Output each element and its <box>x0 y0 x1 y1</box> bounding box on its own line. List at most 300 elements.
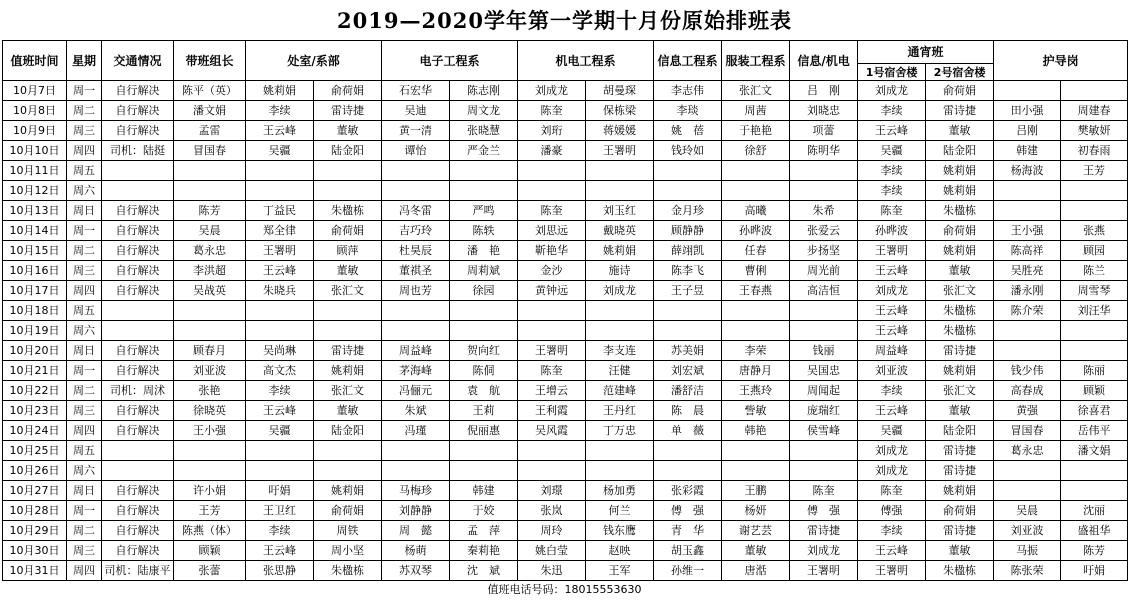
cell-electronics-1 <box>382 461 450 481</box>
cell-dorm1: 陈奎 <box>858 201 926 221</box>
cell-electronics-2: 韩建 <box>450 481 518 501</box>
cell-mechatronics-2: 保栋梁 <box>586 101 654 121</box>
cell-leader: 张蕾 <box>174 561 246 581</box>
cell-garment: 谢艺芸 <box>722 521 790 541</box>
header-guard: 护导岗 <box>994 41 1128 81</box>
cell-dorm1: 刘成龙 <box>858 81 926 101</box>
cell-guard-1: 田小强 <box>994 101 1061 121</box>
cell-guard-1 <box>994 341 1061 361</box>
cell-info-mech <box>790 181 858 201</box>
cell-date: 10月12日 <box>3 181 67 201</box>
cell-office-1: 王云峰 <box>246 401 314 421</box>
cell-guard-2: 初春雨 <box>1061 141 1128 161</box>
cell-guard-1: 潘永刚 <box>994 281 1061 301</box>
cell-electronics-1 <box>382 441 450 461</box>
cell-electronics-1: 冯瑾 <box>382 421 450 441</box>
cell-office-2: 张汇文 <box>314 381 382 401</box>
cell-weekday: 周四 <box>67 281 102 301</box>
cell-office-1: 李续 <box>246 521 314 541</box>
cell-leader: 葛永忠 <box>174 241 246 261</box>
cell-guard-1: 杨海波 <box>994 161 1061 181</box>
table-row <box>3 501 1128 521</box>
cell-electronics-2: 周文龙 <box>450 101 518 121</box>
cell-transport: 自行解决 <box>102 521 174 541</box>
cell-leader: 顾春月 <box>174 341 246 361</box>
cell-date: 10月23日 <box>3 401 67 421</box>
cell-dorm1: 陈奎 <box>858 481 926 501</box>
cell-office-1: 王云峰 <box>246 121 314 141</box>
cell-guard-1: 高春成 <box>994 381 1061 401</box>
cell-garment <box>722 301 790 321</box>
cell-office-2: 周小坚 <box>314 541 382 561</box>
cell-electronics-2: 王莉 <box>450 401 518 421</box>
cell-guard-1: 陈高祥 <box>994 241 1061 261</box>
cell-dorm1: 吴疆 <box>858 421 926 441</box>
cell-guard-2: 张燕 <box>1061 221 1128 241</box>
cell-office-2: 董敏 <box>314 401 382 421</box>
cell-office-2: 朱楹栋 <box>314 201 382 221</box>
cell-guard-2 <box>1061 341 1128 361</box>
cell-mechatronics-2 <box>586 461 654 481</box>
cell-office-1: 朱晓兵 <box>246 281 314 301</box>
cell-office-1 <box>246 161 314 181</box>
cell-garment: 唐静月 <box>722 361 790 381</box>
cell-leader: 吴战英 <box>174 281 246 301</box>
cell-dorm2: 董敏 <box>926 261 994 281</box>
cell-date: 10月22日 <box>3 381 67 401</box>
cell-electronics-2: 秦莉艳 <box>450 541 518 561</box>
cell-garment: 董敏 <box>722 541 790 561</box>
cell-guard-1 <box>994 321 1061 341</box>
cell-info-mech: 刘成龙 <box>790 541 858 561</box>
cell-dorm1: 李续 <box>858 161 926 181</box>
cell-electronics-2: 严鸣 <box>450 201 518 221</box>
cell-electronics-1: 周益峰 <box>382 341 450 361</box>
cell-weekday: 周二 <box>67 101 102 121</box>
table-row <box>3 321 1128 341</box>
cell-office-1 <box>246 321 314 341</box>
cell-info: 薛翊凯 <box>654 241 722 261</box>
cell-garment: 王燕玲 <box>722 381 790 401</box>
table-row <box>3 481 1128 501</box>
cell-garment: 徐舒 <box>722 141 790 161</box>
cell-electronics-2 <box>450 301 518 321</box>
cell-leader <box>174 181 246 201</box>
cell-office-1: 姚莉娟 <box>246 81 314 101</box>
cell-electronics-2: 袁 航 <box>450 381 518 401</box>
cell-weekday: 周一 <box>67 361 102 381</box>
table-row <box>3 181 1128 201</box>
cell-guard-1 <box>994 81 1061 101</box>
cell-info: 青 华 <box>654 521 722 541</box>
cell-info-mech: 周闻起 <box>790 381 858 401</box>
cell-guard-2 <box>1061 81 1128 101</box>
cell-weekday: 周三 <box>67 261 102 281</box>
cell-guard-1: 刘亚波 <box>994 521 1061 541</box>
cell-garment: 于艳艳 <box>722 121 790 141</box>
cell-office-1: 王署明 <box>246 241 314 261</box>
cell-office-2: 雷诗捷 <box>314 101 382 121</box>
cell-weekday: 周六 <box>67 321 102 341</box>
table-row <box>3 201 1128 221</box>
cell-dorm1: 王云峰 <box>858 541 926 561</box>
table-row <box>3 101 1128 121</box>
cell-date: 10月30日 <box>3 541 67 561</box>
cell-guard-2 <box>1061 321 1128 341</box>
cell-electronics-2: 倪丽惠 <box>450 421 518 441</box>
cell-mechatronics-1: 刘珩 <box>518 121 586 141</box>
cell-info: 顾静静 <box>654 221 722 241</box>
cell-leader: 刘亚波 <box>174 361 246 381</box>
cell-electronics-1: 谭怡 <box>382 141 450 161</box>
cell-electronics-2: 潘 艳 <box>450 241 518 261</box>
cell-info-mech: 傅 强 <box>790 501 858 521</box>
cell-mechatronics-1 <box>518 181 586 201</box>
cell-office-2: 顾萍 <box>314 241 382 261</box>
cell-mechatronics-2: 何兰 <box>586 501 654 521</box>
cell-dorm1: 刘亚波 <box>858 361 926 381</box>
cell-electronics-1: 茅海峰 <box>382 361 450 381</box>
cell-dorm1: 吴疆 <box>858 141 926 161</box>
cell-mechatronics-1 <box>518 461 586 481</box>
cell-leader <box>174 301 246 321</box>
table-row <box>3 141 1128 161</box>
table-row <box>3 541 1128 561</box>
cell-guard-2: 樊敏妍 <box>1061 121 1128 141</box>
cell-dorm2: 俞荷娟 <box>926 501 994 521</box>
cell-info: 李琰 <box>654 101 722 121</box>
cell-info: 金月珍 <box>654 201 722 221</box>
cell-electronics-1: 苏双琴 <box>382 561 450 581</box>
cell-guard-2: 潘文娟 <box>1061 441 1128 461</box>
cell-dorm2: 陆金阳 <box>926 141 994 161</box>
table-row <box>3 441 1128 461</box>
cell-date: 10月25日 <box>3 441 67 461</box>
cell-dorm2: 董敏 <box>926 121 994 141</box>
cell-info-mech: 陈奎 <box>790 481 858 501</box>
cell-leader <box>174 161 246 181</box>
cell-info-mech: 项蕾 <box>790 121 858 141</box>
cell-transport <box>102 161 174 181</box>
cell-guard-2: 周雪琴 <box>1061 281 1128 301</box>
cell-mechatronics-1 <box>518 321 586 341</box>
cell-leader: 陈芳 <box>174 201 246 221</box>
cell-electronics-1: 周 懿 <box>382 521 450 541</box>
cell-guard-2: 陈丽 <box>1061 361 1128 381</box>
cell-electronics-2: 张晓慧 <box>450 121 518 141</box>
cell-dorm2: 俞荷娟 <box>926 81 994 101</box>
cell-office-1: 王云峰 <box>246 541 314 561</box>
cell-weekday: 周一 <box>67 501 102 521</box>
cell-date: 10月16日 <box>3 261 67 281</box>
cell-date: 10月13日 <box>3 201 67 221</box>
cell-leader <box>174 321 246 341</box>
cell-info-mech: 庞瑞红 <box>790 401 858 421</box>
cell-info: 单 薇 <box>654 421 722 441</box>
cell-transport <box>102 301 174 321</box>
cell-guard-2: 盛祖华 <box>1061 521 1128 541</box>
cell-guard-2: 陈兰 <box>1061 261 1128 281</box>
cell-guard-2: 顾园 <box>1061 241 1128 261</box>
cell-mechatronics-1: 王署明 <box>518 341 586 361</box>
table-row <box>3 361 1128 381</box>
cell-mechatronics-1: 金沙 <box>518 261 586 281</box>
cell-mechatronics-2: 杨加勇 <box>586 481 654 501</box>
cell-electronics-1: 杨萌 <box>382 541 450 561</box>
cell-office-1 <box>246 461 314 481</box>
page-title: 2019—2020学年第一学期十月份原始排班表 <box>337 8 792 33</box>
header-dorm1: 1号宿舍楼 <box>858 64 926 81</box>
header-dorm2: 2号宿舍楼 <box>926 64 994 81</box>
cell-mechatronics-2: 范建峰 <box>586 381 654 401</box>
cell-electronics-2 <box>450 161 518 181</box>
cell-transport <box>102 321 174 341</box>
cell-dorm2: 姚莉娟 <box>926 481 994 501</box>
cell-mechatronics-2: 蒋媛媛 <box>586 121 654 141</box>
cell-mechatronics-2: 王署明 <box>586 141 654 161</box>
cell-transport: 自行解决 <box>102 121 174 141</box>
header-info-mech: 信息/机电 <box>790 41 858 81</box>
cell-electronics-1: 马梅珍 <box>382 481 450 501</box>
cell-transport: 自行解决 <box>102 481 174 501</box>
cell-electronics-1 <box>382 161 450 181</box>
cell-info-mech: 张爱云 <box>790 221 858 241</box>
cell-date: 10月18日 <box>3 301 67 321</box>
cell-dorm1: 王云峰 <box>858 321 926 341</box>
cell-weekday: 周日 <box>67 481 102 501</box>
cell-transport: 自行解决 <box>102 241 174 261</box>
cell-garment <box>722 321 790 341</box>
cell-mechatronics-1: 陈奎 <box>518 201 586 221</box>
cell-transport: 自行解决 <box>102 541 174 561</box>
cell-weekday: 周二 <box>67 381 102 401</box>
cell-garment: 王鹏 <box>722 481 790 501</box>
cell-transport: 自行解决 <box>102 401 174 421</box>
cell-office-2: 雷诗捷 <box>314 341 382 361</box>
cell-guard-1 <box>994 201 1061 221</box>
cell-transport <box>102 461 174 481</box>
cell-guard-2: 岳伟平 <box>1061 421 1128 441</box>
cell-electronics-1: 吉巧玲 <box>382 221 450 241</box>
cell-office-1: 李续 <box>246 381 314 401</box>
table-row <box>3 261 1128 281</box>
cell-guard-1: 葛永忠 <box>994 441 1061 461</box>
cell-leader: 陈燕（体） <box>174 521 246 541</box>
cell-leader: 李洪超 <box>174 261 246 281</box>
duty-phone-footer: 值班电话号码：18015553630 <box>487 583 642 596</box>
cell-office-2: 俞荷娟 <box>314 221 382 241</box>
cell-garment: 唐湉 <box>722 561 790 581</box>
cell-office-2: 董敏 <box>314 261 382 281</box>
cell-dorm2: 姚莉娟 <box>926 161 994 181</box>
cell-electronics-2: 陈轶 <box>450 221 518 241</box>
cell-info-mech: 钱丽 <box>790 341 858 361</box>
cell-date: 10月24日 <box>3 421 67 441</box>
cell-garment: 王春燕 <box>722 281 790 301</box>
cell-dorm2: 俞荷娟 <box>926 221 994 241</box>
cell-weekday: 周六 <box>67 461 102 481</box>
cell-office-2: 朱楹栋 <box>314 561 382 581</box>
cell-weekday: 周四 <box>67 141 102 161</box>
cell-weekday: 周日 <box>67 341 102 361</box>
cell-guard-2: 顾颖 <box>1061 381 1128 401</box>
cell-electronics-2: 孟 萍 <box>450 521 518 541</box>
cell-electronics-1: 冯俪元 <box>382 381 450 401</box>
cell-weekday: 周一 <box>67 221 102 241</box>
cell-date: 10月28日 <box>3 501 67 521</box>
cell-date: 10月14日 <box>3 221 67 241</box>
cell-date: 10月9日 <box>3 121 67 141</box>
cell-dorm1: 周益峰 <box>858 341 926 361</box>
cell-transport: 自行解决 <box>102 221 174 241</box>
cell-dorm1: 王署明 <box>858 241 926 261</box>
cell-info: 潘舒洁 <box>654 381 722 401</box>
cell-dorm2: 陆金阳 <box>926 421 994 441</box>
cell-info-mech: 步扬坚 <box>790 241 858 261</box>
cell-info <box>654 321 722 341</box>
cell-leader: 陈平（英） <box>174 81 246 101</box>
cell-info: 钱玲如 <box>654 141 722 161</box>
cell-info: 张彩霞 <box>654 481 722 501</box>
table-row <box>3 161 1128 181</box>
cell-office-2 <box>314 461 382 481</box>
cell-dorm1: 王云峰 <box>858 301 926 321</box>
header-mechatronics: 机电工程系 <box>518 41 654 81</box>
cell-info-mech: 高洁恒 <box>790 281 858 301</box>
cell-electronics-2: 严金兰 <box>450 141 518 161</box>
cell-mechatronics-1: 黄钟远 <box>518 281 586 301</box>
cell-mechatronics-1: 刘璟 <box>518 481 586 501</box>
cell-info: 傅 强 <box>654 501 722 521</box>
cell-info <box>654 161 722 181</box>
cell-mechatronics-1: 周玲 <box>518 521 586 541</box>
cell-weekday: 周四 <box>67 421 102 441</box>
cell-weekday: 周五 <box>67 441 102 461</box>
cell-office-2: 陆金阳 <box>314 141 382 161</box>
cell-dorm2: 雷诗捷 <box>926 461 994 481</box>
cell-office-1: 高文杰 <box>246 361 314 381</box>
cell-guard-1: 钱少伟 <box>994 361 1061 381</box>
cell-date: 10月21日 <box>3 361 67 381</box>
cell-mechatronics-1: 靳艳华 <box>518 241 586 261</box>
cell-office-1: 吁娟 <box>246 481 314 501</box>
cell-mechatronics-1: 刘思远 <box>518 221 586 241</box>
cell-dorm2: 姚莉娟 <box>926 181 994 201</box>
cell-dorm1: 李续 <box>858 521 926 541</box>
table-row <box>3 121 1128 141</box>
cell-mechatronics-2: 刘玉红 <box>586 201 654 221</box>
table-row <box>3 401 1128 421</box>
cell-electronics-1: 刘静静 <box>382 501 450 521</box>
header-dorm: 通宵班 <box>858 41 994 64</box>
cell-mechatronics-1: 王利霞 <box>518 401 586 421</box>
cell-info: 李志伟 <box>654 81 722 101</box>
cell-mechatronics-2: 姚莉娟 <box>586 241 654 261</box>
cell-dorm1: 李续 <box>858 381 926 401</box>
header-garment: 服装工程系 <box>722 41 790 81</box>
cell-info-mech: 吕 刚 <box>790 81 858 101</box>
cell-weekday: 周日 <box>67 201 102 221</box>
cell-dorm1: 王云峰 <box>858 121 926 141</box>
cell-garment: 韩艳 <box>722 421 790 441</box>
cell-info: 姚 蓓 <box>654 121 722 141</box>
cell-date: 10月27日 <box>3 481 67 501</box>
table-row <box>3 281 1128 301</box>
cell-guard-2: 徐喜君 <box>1061 401 1128 421</box>
cell-office-2 <box>314 301 382 321</box>
cell-dorm2: 董敏 <box>926 401 994 421</box>
cell-guard-2: 王芳 <box>1061 161 1128 181</box>
cell-mechatronics-2: 施诗 <box>586 261 654 281</box>
cell-mechatronics-2 <box>586 301 654 321</box>
cell-dorm1: 刘成龙 <box>858 281 926 301</box>
cell-transport: 自行解决 <box>102 361 174 381</box>
table-row <box>3 341 1128 361</box>
cell-info: 陈 晨 <box>654 401 722 421</box>
cell-mechatronics-1: 姚白莹 <box>518 541 586 561</box>
cell-weekday: 周六 <box>67 181 102 201</box>
cell-mechatronics-2: 李支连 <box>586 341 654 361</box>
cell-transport: 自行解决 <box>102 201 174 221</box>
cell-office-2: 张汇文 <box>314 281 382 301</box>
cell-guard-1: 吴晨 <box>994 501 1061 521</box>
cell-office-2: 董敏 <box>314 121 382 141</box>
cell-electronics-2 <box>450 321 518 341</box>
cell-leader: 许小娟 <box>174 481 246 501</box>
cell-garment: 周茜 <box>722 101 790 121</box>
cell-mechatronics-1 <box>518 161 586 181</box>
cell-guard-1 <box>994 181 1061 201</box>
cell-mechatronics-1: 王增云 <box>518 381 586 401</box>
cell-transport: 自行解决 <box>102 101 174 121</box>
cell-date: 10月10日 <box>3 141 67 161</box>
cell-electronics-2 <box>450 461 518 481</box>
cell-garment: 訾敏 <box>722 401 790 421</box>
cell-date: 10月29日 <box>3 521 67 541</box>
cell-info-mech: 陈明华 <box>790 141 858 161</box>
header-leader: 带班组长 <box>174 41 246 81</box>
header-info: 信息工程系 <box>654 41 722 81</box>
cell-leader: 顾颖 <box>174 541 246 561</box>
cell-transport <box>102 441 174 461</box>
cell-guard-2: 周建春 <box>1061 101 1128 121</box>
cell-dorm2: 朱楹栋 <box>926 561 994 581</box>
cell-transport: 司机：陆康平 <box>102 561 174 581</box>
cell-guard-1 <box>994 481 1061 501</box>
cell-office-1: 吴尚琳 <box>246 341 314 361</box>
cell-guard-1: 黄强 <box>994 401 1061 421</box>
cell-mechatronics-2: 刘成龙 <box>586 281 654 301</box>
cell-weekday: 周一 <box>67 81 102 101</box>
cell-office-2 <box>314 441 382 461</box>
cell-guard-1: 马振 <box>994 541 1061 561</box>
table-row <box>3 221 1128 241</box>
cell-transport: 自行解决 <box>102 421 174 441</box>
cell-weekday: 周二 <box>67 521 102 541</box>
cell-dorm1: 傅强 <box>858 501 926 521</box>
cell-date: 10月7日 <box>3 81 67 101</box>
cell-transport <box>102 181 174 201</box>
cell-weekday: 周四 <box>67 561 102 581</box>
cell-info <box>654 461 722 481</box>
cell-office-1: 王云峰 <box>246 261 314 281</box>
cell-garment: 孙晔波 <box>722 221 790 241</box>
cell-electronics-1: 吴迪 <box>382 101 450 121</box>
cell-dorm1: 孙晔波 <box>858 221 926 241</box>
table-row <box>3 521 1128 541</box>
cell-guard-2: 吁娟 <box>1061 561 1128 581</box>
cell-info-mech: 朱希 <box>790 201 858 221</box>
